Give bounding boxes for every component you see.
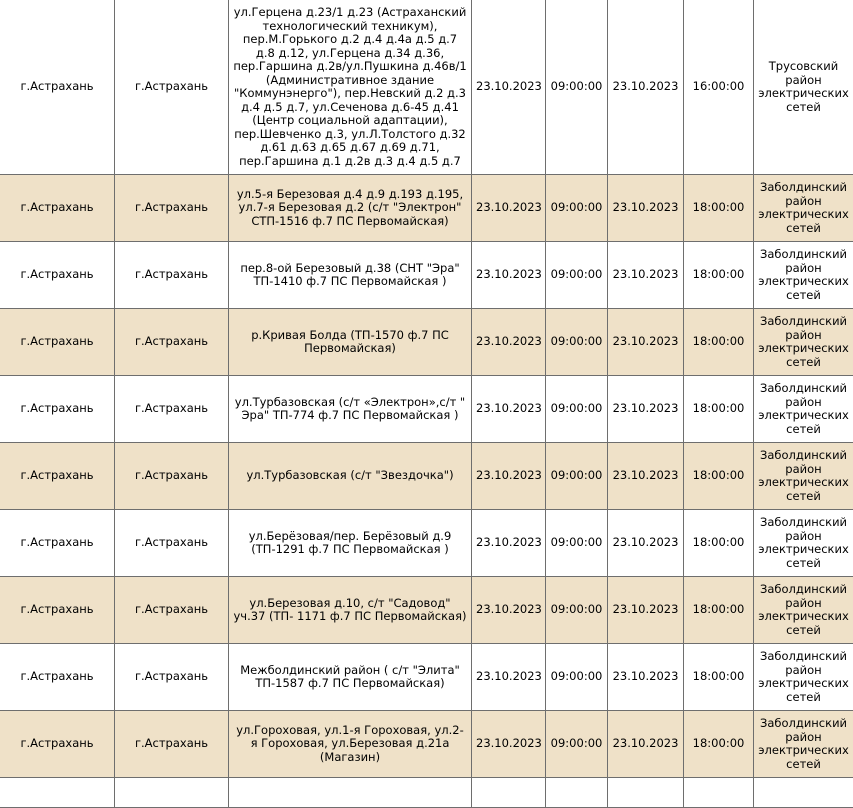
table-row (0, 0, 853, 175)
locality-cell: г.Астрахань (115, 376, 229, 443)
start-date-cell: 23.10.2023 (472, 242, 546, 309)
end-time-cell (684, 778, 754, 808)
department-cell: Заболдинский район электрических сетей (754, 309, 853, 376)
table-row (0, 175, 853, 242)
address-cell: ул.Турбазовская (с/т «Электрон»,с/т " Эра" ТП-774 ф.7 ПС Первомайская ) (229, 376, 472, 443)
end-time-cell: 18:00:00 (684, 644, 754, 711)
start-time-cell: 09:00:00 (546, 443, 608, 510)
department-cell: Заболдинский район электрических сетей (754, 376, 853, 443)
city-cell (0, 778, 115, 808)
start-date-cell: 23.10.2023 (472, 376, 546, 443)
address-cell: ул.Березовая д.10, с/т "Садовод" уч.37 (ТП- 1171 ф.7 ПС Первомайская) (229, 577, 472, 644)
table-row (0, 577, 853, 644)
start-time-cell: 09:00:00 (546, 309, 608, 376)
end-time-cell: 18:00:00 (684, 242, 754, 309)
end-date-cell: 23.10.2023 (608, 577, 684, 644)
department-cell: Заболдинский район электрических сетей (754, 175, 853, 242)
start-date-cell: 23.10.2023 (472, 443, 546, 510)
end-time-cell: 18:00:00 (684, 711, 754, 778)
start-date-cell: 23.10.2023 (472, 711, 546, 778)
locality-cell: г.Астрахань (115, 242, 229, 309)
address-cell: ул.Турбазовская (с/т "Звездочка") (229, 443, 472, 510)
city-cell: г.Астрахань (0, 577, 115, 644)
address-cell (229, 778, 472, 808)
end-time-cell: 16:00:00 (684, 0, 754, 175)
address-cell: ул.5-я Березовая д.4 д.9 д.193 д.195, ул.7-я Березовая д.2 (с/т "Электрон" СТП-1516 ф.7 ПС Первомайская) (229, 175, 472, 242)
table-row (0, 309, 853, 376)
department-cell: Заболдинский район электрических сетей (754, 577, 853, 644)
start-time-cell (546, 778, 608, 808)
start-time-cell: 09:00:00 (546, 376, 608, 443)
locality-cell: г.Астрахань (115, 443, 229, 510)
end-time-cell: 18:00:00 (684, 309, 754, 376)
department-cell: Заболдинский район электрических сетей (754, 644, 853, 711)
table-row (0, 242, 853, 309)
start-time-cell: 09:00:00 (546, 175, 608, 242)
start-date-cell: 23.10.2023 (472, 644, 546, 711)
locality-cell: г.Астрахань (115, 711, 229, 778)
department-cell: Заболдинский район электрических сетей (754, 443, 853, 510)
start-date-cell: 23.10.2023 (472, 0, 546, 175)
locality-cell: г.Астрахань (115, 309, 229, 376)
end-time-cell: 18:00:00 (684, 443, 754, 510)
end-date-cell (608, 778, 684, 808)
start-date-cell: 23.10.2023 (472, 577, 546, 644)
end-date-cell: 23.10.2023 (608, 443, 684, 510)
department-cell: Заболдинский район электрических сетей (754, 711, 853, 778)
address-cell: ул.Берёзовая/пер. Берёзовый д.9 (ТП-1291 ф.7 ПС Первомайская ) (229, 510, 472, 577)
end-time-cell: 18:00:00 (684, 577, 754, 644)
locality-cell: г.Астрахань (115, 0, 229, 175)
locality-cell: г.Астрахань (115, 175, 229, 242)
end-date-cell: 23.10.2023 (608, 0, 684, 175)
start-time-cell: 09:00:00 (546, 0, 608, 175)
address-cell: ул.Гороховая, ул.1-я Гороховая, ул.2-я Гороховая, ул.Березовая д.21а (Магазин) (229, 711, 472, 778)
start-time-cell: 09:00:00 (546, 644, 608, 711)
address-cell: р.Кривая Болда (ТП-1570 ф.7 ПС Первомайская) (229, 309, 472, 376)
start-date-cell: 23.10.2023 (472, 309, 546, 376)
department-cell: Заболдинский район электрических сетей (754, 242, 853, 309)
department-cell: Трусовский район электрических сетей (754, 0, 853, 175)
start-time-cell: 09:00:00 (546, 711, 608, 778)
city-cell: г.Астрахань (0, 0, 115, 175)
address-cell: пер.8-ой Березовый д.38 (СНТ "Эра" ТП-1410 ф.7 ПС Первомайская ) (229, 242, 472, 309)
start-date-cell (472, 778, 546, 808)
end-date-cell: 23.10.2023 (608, 644, 684, 711)
department-cell (754, 778, 853, 808)
city-cell: г.Астрахань (0, 443, 115, 510)
end-date-cell: 23.10.2023 (608, 711, 684, 778)
end-date-cell: 23.10.2023 (608, 376, 684, 443)
locality-cell (115, 778, 229, 808)
city-cell: г.Астрахань (0, 175, 115, 242)
department-cell: Заболдинский район электрических сетей (754, 510, 853, 577)
start-time-cell: 09:00:00 (546, 510, 608, 577)
city-cell: г.Астрахань (0, 376, 115, 443)
end-time-cell: 18:00:00 (684, 175, 754, 242)
city-cell: г.Астрахань (0, 309, 115, 376)
table-row (0, 376, 853, 443)
city-cell: г.Астрахань (0, 242, 115, 309)
locality-cell: г.Астрахань (115, 510, 229, 577)
start-time-cell: 09:00:00 (546, 577, 608, 644)
start-date-cell: 23.10.2023 (472, 175, 546, 242)
end-date-cell: 23.10.2023 (608, 242, 684, 309)
end-date-cell: 23.10.2023 (608, 510, 684, 577)
end-date-cell: 23.10.2023 (608, 175, 684, 242)
address-cell: ул.Герцена д.23/1 д.23 (Астраханский технологический техникум), пер.М.Горького д.2 д.4 д.4а д.5 д.7 д.8 д.12, ул.Герцена д.34 д.36, пер.Гаршина д.2в/ул.Пушкина д.46в/1 (Административное здание "Коммунэнерго"), пер.Невский д.2 д.3 д.4 д.5 д.7, ул.Сеченова д.6-45 д.41 (Центр социальной адаптации), пер.Шевченко д.3, ул.Л.Толстого д.32 д.61 д.63 д.65 д.67 д.69 д.71, пер.Гаршина д.1 д.2в д.3 д.4 д.5 д.7 (229, 0, 472, 175)
locality-cell: г.Астрахань (115, 644, 229, 711)
city-cell: г.Астрахань (0, 510, 115, 577)
locality-cell: г.Астрахань (115, 577, 229, 644)
city-cell: г.Астрахань (0, 711, 115, 778)
start-time-cell: 09:00:00 (546, 242, 608, 309)
table-row (0, 778, 853, 808)
table-row (0, 711, 853, 778)
address-cell: Межболдинский район ( с/т "Элита" ТП-1587 ф.7 ПС Первомайская) (229, 644, 472, 711)
table-row (0, 510, 853, 577)
city-cell: г.Астрахань (0, 644, 115, 711)
end-time-cell: 18:00:00 (684, 376, 754, 443)
table-row (0, 443, 853, 510)
end-time-cell: 18:00:00 (684, 510, 754, 577)
start-date-cell: 23.10.2023 (472, 510, 546, 577)
table-row (0, 644, 853, 711)
end-date-cell: 23.10.2023 (608, 309, 684, 376)
